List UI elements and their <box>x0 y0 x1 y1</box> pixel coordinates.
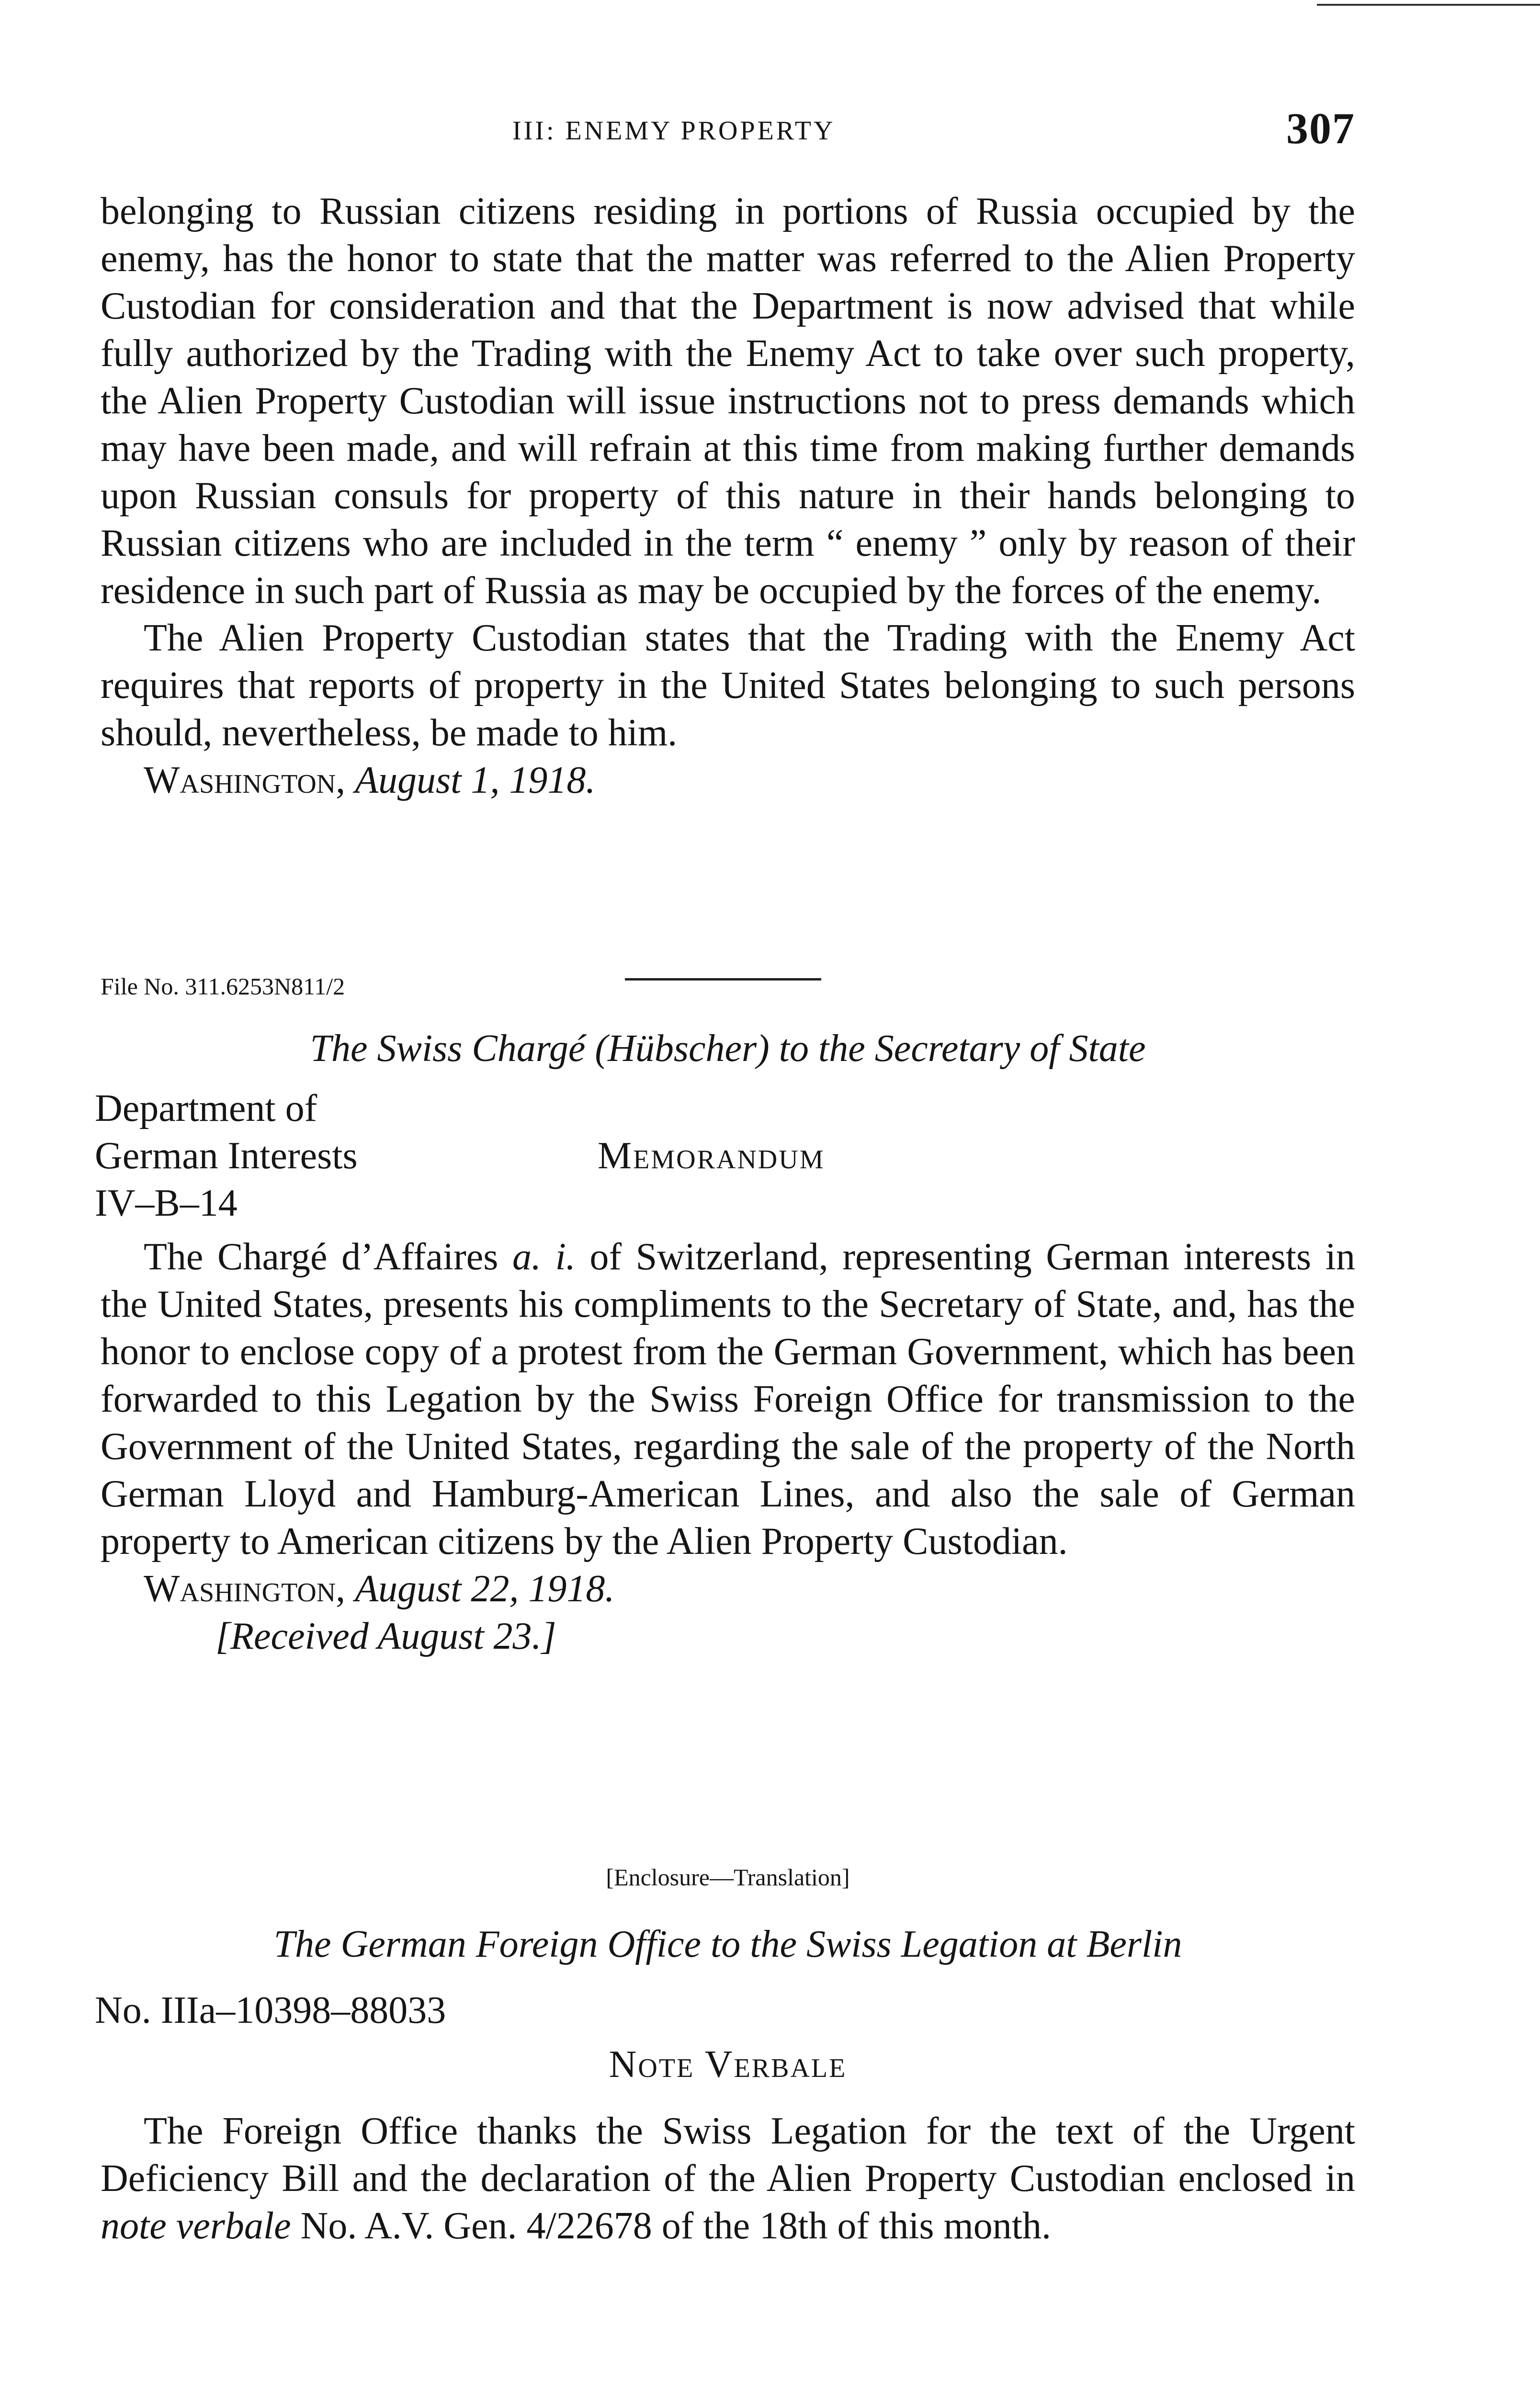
department-line: Department of <box>95 1087 317 1129</box>
swiss-memo-body <box>101 1233 1355 1660</box>
department-block <box>95 1085 358 1227</box>
note-text-end: No. A.V. Gen. 4/22678 of the 18th of this month. <box>300 2205 1052 2247</box>
memo-dateline-date: August 22, 1918. <box>355 1568 615 1610</box>
running-head: III: ENEMY PROPERTY <box>512 116 836 146</box>
dateline <box>101 757 1355 804</box>
memo-dateline <box>101 1565 1355 1613</box>
enclosure-label: [Enclosure—Translation] <box>606 1864 850 1891</box>
note-paragraph <box>101 2108 1355 2250</box>
dateline-place: Washington, <box>144 759 346 801</box>
memo-text-start: The Chargé d’Affaires <box>144 1236 498 1278</box>
note-text-italic: note verbale <box>101 2205 291 2247</box>
top-edge-rule <box>1317 4 1540 6</box>
note-text-start: The Foreign Office thanks the Swiss Legation for the text of the Urgent Deficiency Bill and the declaration of the Alien Property Custodian enclosed in <box>101 2110 1355 2200</box>
department-line: IV–B–14 <box>95 1182 238 1224</box>
memo-paragraph <box>101 1233 1355 1565</box>
reference-number: No. IIIa–10398–88033 <box>95 1989 446 2031</box>
note-verbale-label: Note Verbale <box>609 2043 847 2086</box>
memorandum-label: Memorandum <box>598 1135 825 1177</box>
german-note-body <box>101 2108 1355 2250</box>
department-line: German Interests <box>95 1135 358 1177</box>
dateline-date: August 1, 1918. <box>355 759 596 801</box>
swiss-memo-title: The Swiss Chargé (Hübscher) to the Secretary of State <box>310 1027 1146 1070</box>
memo-abbrev: a. i. <box>512 1236 576 1278</box>
german-note-title: The German Foreign Office to the Swiss Legation at Berlin <box>273 1923 1182 1965</box>
file-number: File No. 311.6253N811/2 <box>101 973 345 1000</box>
continued-letter <box>101 188 1355 804</box>
custodian-paragraph: The Alien Property Custodian states that the Trading with the Enemy Act requires that reports of property in the United States belonging to such persons should, nevertheless, be made to him. <box>101 617 1355 754</box>
page-number: 307 <box>1286 104 1355 153</box>
memo-text-rest: of Switzerland, representing German interests in the United States, presents his compliments to the Secretary of State, and, has the honor to enclose copy of a protest from the German Government, which has been forwarded to this Legation by the Swiss Foreign Office for transmission to the Government of the United States, regarding the sale of the property of the North German Lloyd and Hamburg-American Lines, and also the sale of German property to American citizens by the Alien Property Custodian. <box>101 1236 1356 1562</box>
received-note: [Received August 23.] <box>215 1615 556 1657</box>
section-divider <box>625 978 821 981</box>
continued-paragraph: belonging to Russian citizens residing in portions of Russia occupied by the enemy, has the honor to state that the matter was referred to the Alien Property Custodian for consideration and that the Department is now advised that while fully authorized by the Trading with the Enemy Act to take over such property, the Alien Property Custodian will issue instructions not to press demands which may have been made, and will refrain at this time from making further demands upon Russian consuls for property of this nature in their hands belonging to Russian citizens who are included in the term “ enemy ” only by reason of their residence in such part of Russia as may be occupied by the forces of the enemy. <box>101 190 1355 612</box>
page-header <box>101 103 1355 151</box>
memo-dateline-place: Washington, <box>144 1568 346 1610</box>
